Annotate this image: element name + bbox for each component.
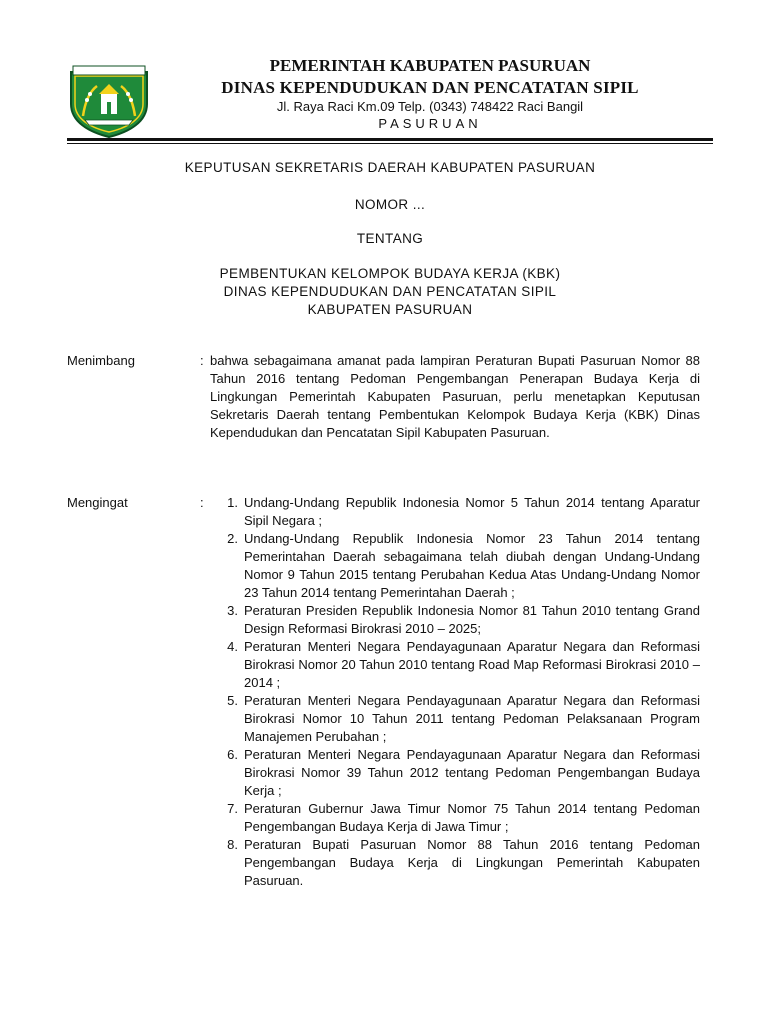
list-item-text: Undang-Undang Republik Indonesia Nomor 5 Tahun 2014 tentang Aparatur Sipil Negara ; — [244, 495, 700, 528]
list-item-number: 5. — [227, 693, 238, 708]
decree-number: NOMOR ... — [354, 197, 426, 212]
list-item — [210, 746, 700, 800]
list-item-text: Peraturan Menteri Negara Pendayagunaan Aparatur Negara dan Reformasi Birokrasi Nomor 20 Tahun 2010 tentang Road Map Reformasi Birokrasi 2010 – 2014 ; — [244, 639, 700, 690]
list-item-text: Undang-Undang Republik Indonesia Nomor 23 Tahun 2014 tentang Pemerintahan Daerah sebagaimana telah diubah dengan Undang-Undang Nomor 9 Tahun 2015 tentang Perubahan Kedua Atas Undang-Undang Nomor 23 Tahun 2014 tentang Pemerintahan Daerah ; — [244, 531, 700, 600]
letterhead-rule-thick — [67, 138, 713, 141]
mengingat-colon: : — [200, 495, 204, 510]
letterhead-agency: DINAS KEPENDUDUKAN DAN PENCATATAN SIPIL — [221, 78, 639, 97]
menimbang-section — [67, 352, 713, 482]
list-item-text: Peraturan Gubernur Jawa Timur Nomor 75 Tahun 2014 tentang Pedoman Pengembangan Budaya Kerja di Jawa Timur ; — [244, 801, 700, 834]
letterhead — [0, 0, 768, 140]
decree-subject — [67, 265, 713, 319]
list-item-text: Peraturan Presiden Republik Indonesia Nomor 81 Tahun 2010 tentang Grand Design Reformasi Birokrasi 2010 – 2025; — [244, 603, 700, 636]
letterhead-address: Jl. Raya Raci Km.09 Telp. (0343) 748422 Raci Bangil — [276, 99, 584, 114]
list-item-text: Peraturan Menteri Negara Pendayagunaan Aparatur Negara dan Reformasi Birokrasi Nomor 39 Tahun 2012 tentang Pedoman Pengembangan Budaya Kerja ; — [244, 747, 700, 798]
list-item-number: 1. — [227, 495, 238, 510]
menimbang-colon: : — [200, 353, 204, 368]
list-item-number: 7. — [227, 801, 238, 816]
letterhead-city: PASURUAN — [378, 116, 482, 131]
letterhead-government: PEMERINTAH KABUPATEN PASURUAN — [269, 56, 591, 75]
mengingat-section — [67, 494, 713, 954]
decree-subject-line: PEMBENTUKAN KELOMPOK BUDAYA KERJA (KBK) — [219, 266, 561, 281]
mengingat-list — [210, 494, 700, 890]
list-item-text: Peraturan Bupati Pasuruan Nomor 88 Tahun 2016 tentang Pedoman Pengembangan Budaya Kerja di Lingkungan Pemerintah Kabupaten Pasuruan. — [244, 837, 700, 888]
list-item-number: 8. — [227, 837, 238, 852]
list-item-number: 6. — [227, 747, 238, 762]
kabupaten-pasuruan-logo-icon — [67, 64, 151, 138]
list-item — [210, 800, 700, 836]
list-item — [210, 494, 700, 530]
menimbang-label: Menimbang — [67, 353, 135, 368]
list-item — [210, 836, 700, 890]
list-item-number: 4. — [227, 639, 238, 654]
letterhead-rule-thin — [67, 143, 713, 144]
list-item — [210, 692, 700, 746]
menimbang-text: bahwa sebagaimana amanat pada lampiran Peraturan Bupati Pasuruan Nomor 88 Tahun 2016 tentang Pedoman Pengembangan Penerapan Budaya Kerja di Lingkungan Pemerintah Kabupaten Pasuruan, perlu menetapkan Keputusan Sekretaris Daerah tentang Pembentukan Kelompok Budaya Kerja (KBK) Dinas Kependudukan dan Pencatatan Sipil Kabupaten Pasuruan. — [210, 353, 700, 440]
list-item-text: Peraturan Menteri Negara Pendayagunaan Aparatur Negara dan Reformasi Birokrasi Nomor 10 Tahun 2011 tentang Pedoman Pelaksanaan Program Manajemen Perubahan ; — [244, 693, 700, 744]
decree-about: TENTANG — [356, 231, 424, 246]
mengingat-label: Mengingat — [67, 495, 128, 510]
decree-title: KEPUTUSAN SEKRETARIS DAERAH KABUPATEN PASURUAN — [184, 160, 596, 175]
list-item — [210, 602, 700, 638]
list-item — [210, 638, 700, 692]
decree-subject-line: DINAS KEPENDUDUKAN DAN PENCATATAN SIPIL — [223, 284, 557, 299]
decree-subject-line: KABUPATEN PASURUAN — [307, 302, 473, 317]
list-item-number: 2. — [227, 531, 238, 546]
list-item — [210, 530, 700, 602]
list-item-number: 3. — [227, 603, 238, 618]
